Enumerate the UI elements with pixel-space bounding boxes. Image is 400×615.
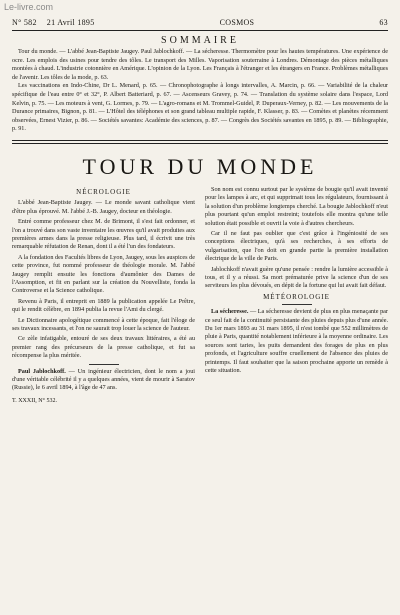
right-column xyxy=(205,186,388,405)
article-paragraph: Revenu à Paris, il entreprit en 1889 la publication appelée Le Prêtre, qui le rendit célèbre, en 1894 publia la revue l'Ami du clergé. xyxy=(12,297,195,314)
meteo-article xyxy=(205,308,388,375)
article-paragraph: L'abbé Jean-Baptiste Jaugey. — Le monde savant catholique vient d'être plus éprouvé. M. l'abbé J.-B. Jaugey, docteur en théologie. xyxy=(12,199,195,215)
meteo-title: La sécheresse. xyxy=(211,308,249,316)
section-divider xyxy=(12,140,388,144)
page-number: 63 xyxy=(379,18,388,27)
separator xyxy=(89,364,119,365)
watermark: Le-livre.com xyxy=(4,2,54,12)
article-paragraph: A la fondation des Facultés libres de Lyon, Jaugey, sous les auspices de cette province, fut nommé professeur de théologie morale. M. l'abbé Jaugey remplit ensuite les fonctions d'aumônier des Dames de l'Assomption, et fit en parlant sur la création du Nouvelliste, fonda la Controverse et la Science catholique. xyxy=(12,253,195,295)
obituary-jablochkoff xyxy=(12,368,195,393)
issue-date: 21 Avril 1895 xyxy=(46,18,95,27)
sommaire-title: SOMMAIRE xyxy=(161,35,239,46)
obituary-title: Paul Jablochkoff. xyxy=(18,367,66,375)
article-paragraph: Entré comme professeur chez M. de Brimont, il s'est fait ordonner, et l'on a trouvé dans son vaste inventaire les œuvres qu'il avait produites aux premières armes dans la presse religieuse. Plus tard, il écrivit une très remarquable réfutation de Renan, dont il a été l'un des fondateurs. xyxy=(12,218,195,251)
meteorologie-heading: MÉTÉOROLOGIE xyxy=(263,292,330,301)
running-header xyxy=(12,18,388,27)
meteo-text: — La sécheresse devient de plus en plus menaçante par ce seul fait de la continuité persistante des pluies depuis plus d'une année. Du 1er mars 1893 au 31 mars 1895, il n'est tombé que 552 millimètres de pluie à Paris, quantité notablement inférieure à la moyenne ordinaire. Les sources sont taries, les puits demandent des forages de plus en plus profonds, et l'agriculture souffre cruellement de l'absence des pluies de printemps. Il faut souhaiter que la saison prochaine apporte un remède à cette situation. xyxy=(205,308,388,375)
journal-name: COSMOS xyxy=(219,18,255,27)
article-paragraph: Jablochkoff n'avait guère qu'une pensée : rendre la lumière accessible à tous, et il y a réussi. Sa mort prématurée prive la science d'un de ses serviteurs les plus dévoués, en dépit de la fortune qui lui avait fait défaut. xyxy=(205,265,388,290)
header-rule xyxy=(12,30,388,31)
obituary-text: — Un ingénieur électricien, dont le nom a joui d'une véritable célébrité il y a quelques années, vient de mourir à Saratov (Russie), le 6 avril 1894, à l'âge de 47 ans. xyxy=(12,367,196,392)
article-paragraph: Son nom est connu surtout par le système de bougie qu'il avait inventé pour les lampes à arc, et qui supprimait tous les régulateurs, fournissant à la solution d'un problème longtemps cherché. La bougie Jablochkoff n'eut plus pourtant qu'un emploi restreint; toutefois elle montra qu'une telle solution était possible et ouvrit la voie à d'autres chercheurs. xyxy=(205,185,388,227)
article-paragraph: Ce zèle infatigable, entouré de ses deux travaux littéraires, a été au premier rang des précurseurs de la presse catholique, et fut sa récompense la plus méritée. xyxy=(12,335,195,360)
sommaire-paragraph: Tour du monde. — L'abbé Jean-Baptiste Jaugey. Paul Jablochkoff. — La sécheresse. Thermomètre pour les hautes températures. Une expérience de ocre. Les emplois des usines pour tendre des tôles. Le transport des Milles. Vaporisation souterraine à Londres. Démontage des pièces métalliques montées à chaud. L'industrie cotonnière en Amérique. L'opinion de la Lyon. Les Français à l'étranger et les étrangers en France. Problèmes métalliques de l'avenir. Les tôles de la mode, p. 63. xyxy=(12,48,388,81)
article-paragraph: Le Dictionnaire apologétique commencé à cette époque, fait l'éloge de ses travaux incessants, et l'on ne saurait trop louer la science de l'auteur. xyxy=(12,316,195,333)
separator xyxy=(282,304,312,305)
sommaire-paragraph: Les vaccinations en Indo-Chine, Dr L. Menard, p. 65. — Chronophotographe à longs intervalles, A. Marcin, p. 66. — Variabilité de la chaleur spécifique de l'eau entre 0° et 32°, P. Albert Batteriard, p. 67. — Ascenseurs Gravey, p. 74. — Translation du système solaire dans l'espace, Lord Kelvin, p. 75. — Les moteurs à vent, G. Lormes, p. 79. — L'agro-romans et M. Trommel-Guidel, P. Duperaux-Verney, p. 82. — Les mouvements de la Durance primaires, Bignon, p. 81. — L'Hôtel des téléphones et son grand tableau multiple rapide, F. Klasser, p. 83. — Comètes et planètes récemment observées, Ernest Vizier, p. 86. — Sociétés savantes: Académie des sciences, p. 87. — Congrès des Sociétés savantes en 1895, p. 89. — Bibliographie, p. 91. xyxy=(12,82,388,133)
page-footnote: T. XXXII, N° 532. xyxy=(12,397,57,404)
sommaire-body xyxy=(12,48,388,134)
section-title: TOUR DU MONDE xyxy=(82,153,318,179)
article-columns xyxy=(12,186,388,405)
necrologie-heading: NÉCROLOGIE xyxy=(76,187,131,196)
issue-number: N° 582 xyxy=(12,18,37,27)
left-column xyxy=(12,186,195,405)
article-paragraph: Car il ne faut pas oublier que c'est grâce à l'ingéniosité de ses conceptions électriques, qu'à ses recherches, à ses efforts de vulgarisation, que l'on doit en grande partie la première installation électrique de la ville de Paris. xyxy=(205,229,388,263)
